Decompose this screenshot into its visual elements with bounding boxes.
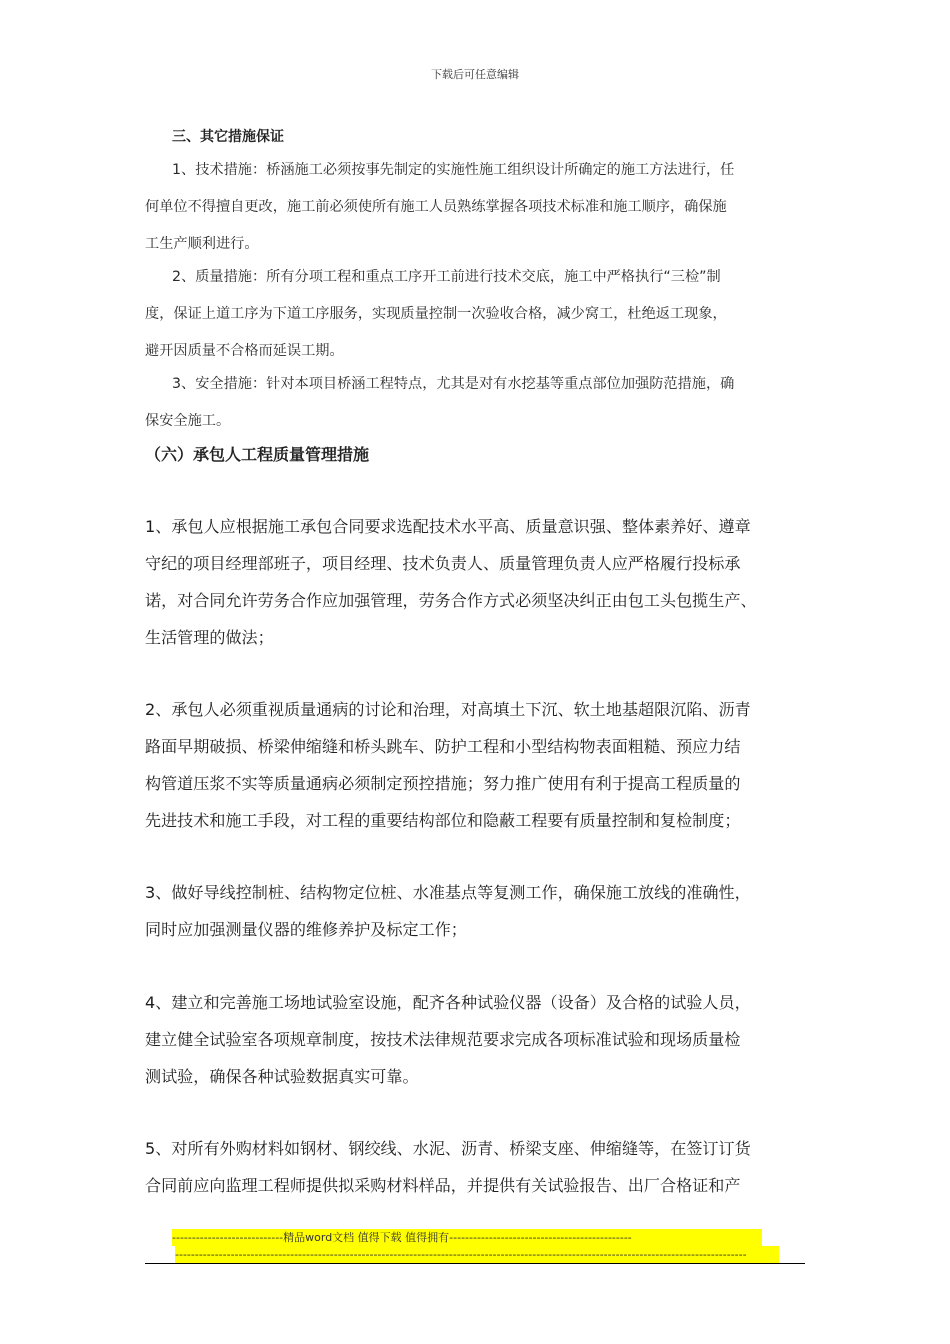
paragraph-line: 度，保证上道工序为下道工序服务，实现质量控制一次验收合格，减少窝工，杜绝返工现象，	[145, 306, 727, 322]
paragraph-line: 测试验，确保各种试验数据真实可靠。	[145, 1067, 419, 1086]
section-six-item-2	[145, 691, 810, 839]
section-six-item-3	[145, 874, 810, 948]
paragraph-line: 2、承包人必须重视质量通病的讨论和治理，对高填土下沉、软土地基超限沉陷、沥青	[145, 700, 751, 719]
section-three-item-1	[145, 152, 810, 263]
paragraph-line: 守纪的项目经理部班子，项目经理、技术负责人、质量管理负责人应严格履行投标承	[145, 554, 741, 573]
paragraph-line: 先进技术和施工手段，对工程的重要结构部位和隐蔽工程要有质量控制和复检制度；	[145, 811, 741, 830]
paragraph-line: 构管道压浆不实等质量通病必须制定预控措施；努力推广使用有利于提高工程质量的	[145, 774, 741, 793]
footer-divider	[145, 1263, 805, 1264]
paragraph-line: 3、安全措施：针对本项目桥涵工程特点，尤其是对有水挖基等重点部位加强防范措施，确	[172, 376, 735, 392]
footer-banner-line: ----------------------------精品word文档 值得下载 值得拥有----------------------------------------------	[172, 1229, 762, 1246]
section-three-heading: 三、其它措施保证	[172, 129, 284, 145]
section-six-item-4	[145, 984, 810, 1095]
section-six-heading: （六）承包人工程质量管理措施	[145, 445, 370, 464]
footer-banner	[172, 1229, 762, 1263]
footer-banner-line: ------------------------------------------------------------------------------------------------------------------------------------------------	[175, 1246, 779, 1263]
paragraph-line: 何单位不得擅自更改，施工前必须使所有施工人员熟练掌握各项技术标准和施工顺序，确保施	[145, 199, 727, 215]
section-six-item-1	[145, 508, 810, 656]
paragraph-line: 5、对所有外购材料如钢材、钢绞线、水泥、沥青、桥梁支座、伸缩缝等，在签订订货	[145, 1139, 751, 1158]
paragraph-line: 同时应加强测量仪器的维修养护及标定工作；	[145, 920, 467, 939]
paragraph-line: 1、承包人应根据施工承包合同要求选配技术水平高、质量意识强、整体素养好、遵章	[145, 517, 751, 536]
paragraph-line: 路面早期破损、桥梁伸缩缝和桥头跳车、防护工程和小型结构物表面粗糙、预应力结	[145, 737, 741, 756]
paragraph-line: 2、质量措施：所有分项工程和重点工序开工前进行技术交底，施工中严格执行“三检”制	[172, 269, 721, 285]
section-three-item-3	[145, 366, 810, 440]
paragraph-line: 诺，对合同允许劳务合作应加强管理，劳务合作方式必须坚决纠正由包工头包揽生产、	[145, 591, 757, 610]
paragraph-line: 3、做好导线控制桩、结构物定位桩、水准基点等复测工作，确保施工放线的准确性，	[145, 883, 751, 902]
paragraph-line: 保安全施工。	[145, 413, 231, 429]
paragraph-line: 建立健全试验室各项规章制度，按技术法律规范要求完成各项标准试验和现场质量检	[145, 1030, 741, 1049]
section-three-item-2	[145, 259, 810, 370]
paragraph-line: 4、建立和完善施工场地试验室设施，配齐各种试验仪器（设备）及合格的试验人员，	[145, 993, 751, 1012]
paragraph-line: 合同前应向监理工程师提供拟采购材料样品，并提供有关试验报告、出厂合格证和产	[145, 1176, 741, 1195]
paragraph-line: 生活管理的做法；	[145, 628, 274, 647]
section-six-item-5	[145, 1130, 810, 1204]
header-note: 下载后可任意编辑	[431, 68, 519, 81]
paragraph-line: 避开因质量不合格而延误工期。	[145, 343, 344, 359]
paragraph-line: 工生产顺利进行。	[145, 236, 259, 252]
paragraph-line: 1、技术措施：桥涵施工必须按事先制定的实施性施工组织设计所确定的施工方法进行，任	[172, 162, 735, 178]
